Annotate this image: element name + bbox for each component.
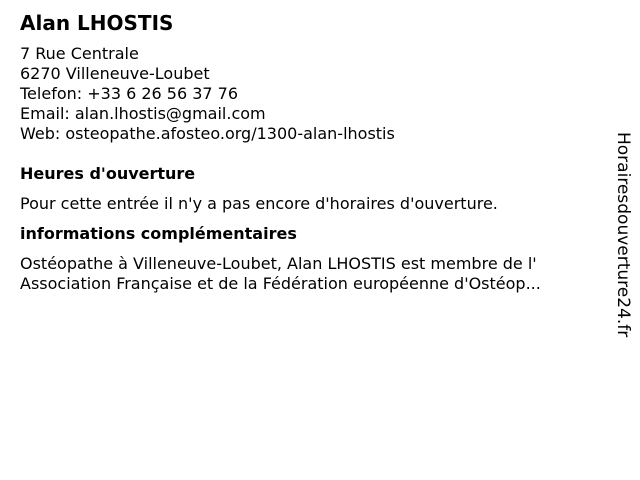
city-line: 6270 Villeneuve-Loubet: [20, 64, 210, 83]
opening-hours-text: Pour cette entrée il n'y a pas encore d'horaires d'ouverture.: [20, 194, 498, 213]
email-line[interactable]: Email: alan.lhostis@gmail.com: [20, 104, 266, 123]
website-line[interactable]: Web: osteopathe.afosteo.org/1300-alan-lhostis: [20, 124, 395, 143]
street-address: 7 Rue Centrale: [20, 44, 139, 63]
additional-info-line-1: Ostéopathe à Villeneuve-Loubet, Alan LHOSTIS est membre de l': [20, 254, 537, 273]
phone-line[interactable]: Telefon: +33 6 26 56 37 76: [20, 84, 239, 103]
additional-info-heading: informations complémentaires: [20, 224, 297, 243]
listing-name: Alan LHOSTIS: [20, 11, 174, 35]
site-watermark: Horairesdouverture24.fr: [613, 132, 633, 338]
additional-info-line-2: Association Française et de la Fédération européenne d'Ostéop...: [20, 274, 541, 293]
listing-card: [20, 10, 600, 294]
opening-hours-heading: Heures d'ouverture: [20, 164, 196, 183]
